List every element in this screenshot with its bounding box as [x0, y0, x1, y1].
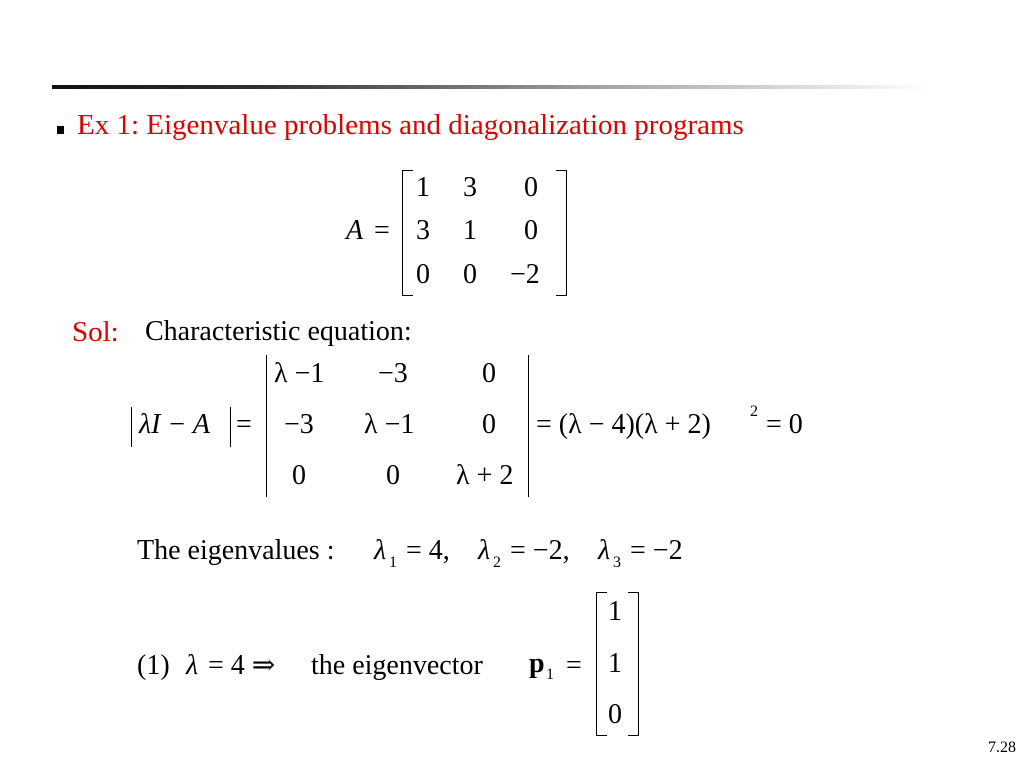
eigenvector-condition: = 4 ⇒	[208, 650, 276, 681]
matrix-a-cell: 3	[416, 215, 430, 246]
lambda-3: λ	[598, 535, 611, 566]
det-cell: −3	[284, 409, 314, 440]
matrix-a-cell: 0	[524, 215, 538, 246]
det-cell: −3	[378, 358, 408, 389]
eigenvector-lambda: λ	[186, 650, 199, 681]
eigenvector-left-bracket	[596, 592, 607, 736]
eigenvector-entry: 0	[608, 699, 622, 730]
det-bar-left	[266, 355, 267, 497]
det-cell: λ −1	[274, 358, 325, 389]
det-bar-right	[528, 355, 529, 497]
lambda-2-value: = −2,	[510, 535, 570, 566]
header-rule	[52, 85, 932, 89]
eigenvector-equals: =	[566, 650, 582, 681]
eigenvector-entry: 1	[608, 596, 622, 627]
matrix-a-equals: =	[374, 215, 390, 246]
case-label: (1)	[137, 650, 170, 681]
matrix-a-cell: 1	[416, 172, 430, 203]
lhs-abs-bar-left	[131, 407, 132, 447]
eigenvector-p: p	[529, 648, 545, 679]
matrix-a-cell: 0	[463, 259, 477, 290]
lambda-1-sub: 1	[389, 554, 397, 571]
eigenvector-text: the eigenvector	[311, 650, 483, 681]
lhs-abs-bar-right	[230, 407, 231, 447]
lambda-1: λ	[374, 535, 387, 566]
lambda-1-value: = 4,	[406, 535, 450, 566]
det-rhs: = (λ − 4)(λ + 2)	[536, 409, 711, 440]
eigenvalues-lead: The eigenvalues :	[137, 535, 335, 566]
det-cell: λ −1	[364, 409, 415, 440]
characteristic-equation-label: Characteristic equation:	[145, 316, 412, 347]
det-lhs: λI − A	[139, 409, 210, 440]
det-cell: 0	[386, 460, 400, 491]
matrix-a-left-bracket	[402, 170, 413, 296]
page-number: 7.28	[988, 739, 1016, 756]
matrix-a-cell: 3	[463, 172, 477, 203]
lambda-2: λ	[478, 535, 491, 566]
bullet-icon	[57, 126, 64, 134]
eigenvector-right-bracket	[628, 592, 639, 736]
eigenvector-p-sub: 1	[546, 666, 554, 683]
lambda-3-sub: 3	[613, 554, 621, 571]
matrix-a-cell: 0	[416, 259, 430, 290]
det-cell: 0	[482, 358, 496, 389]
matrix-a-cell: 0	[524, 172, 538, 203]
matrix-a-cell: −2	[510, 259, 540, 290]
sol-label: Sol:	[72, 316, 119, 348]
lambda-2-sub: 2	[493, 554, 501, 571]
det-cell: λ + 2	[456, 460, 514, 491]
matrix-a-label: A	[346, 215, 364, 246]
det-rhs-tail: = 0	[766, 409, 803, 440]
matrix-a-cell: 1	[463, 215, 477, 246]
slide-title: Ex 1: Eigenvalue problems and diagonalization programs	[77, 109, 744, 141]
eigenvector-entry: 1	[608, 648, 622, 679]
matrix-a-right-bracket	[556, 170, 567, 296]
det-cell: 0	[482, 409, 496, 440]
det-rhs-exponent: 2	[750, 403, 758, 420]
lambda-3-value: = −2	[630, 535, 683, 566]
det-cell: 0	[292, 460, 306, 491]
det-equals: =	[236, 409, 252, 440]
